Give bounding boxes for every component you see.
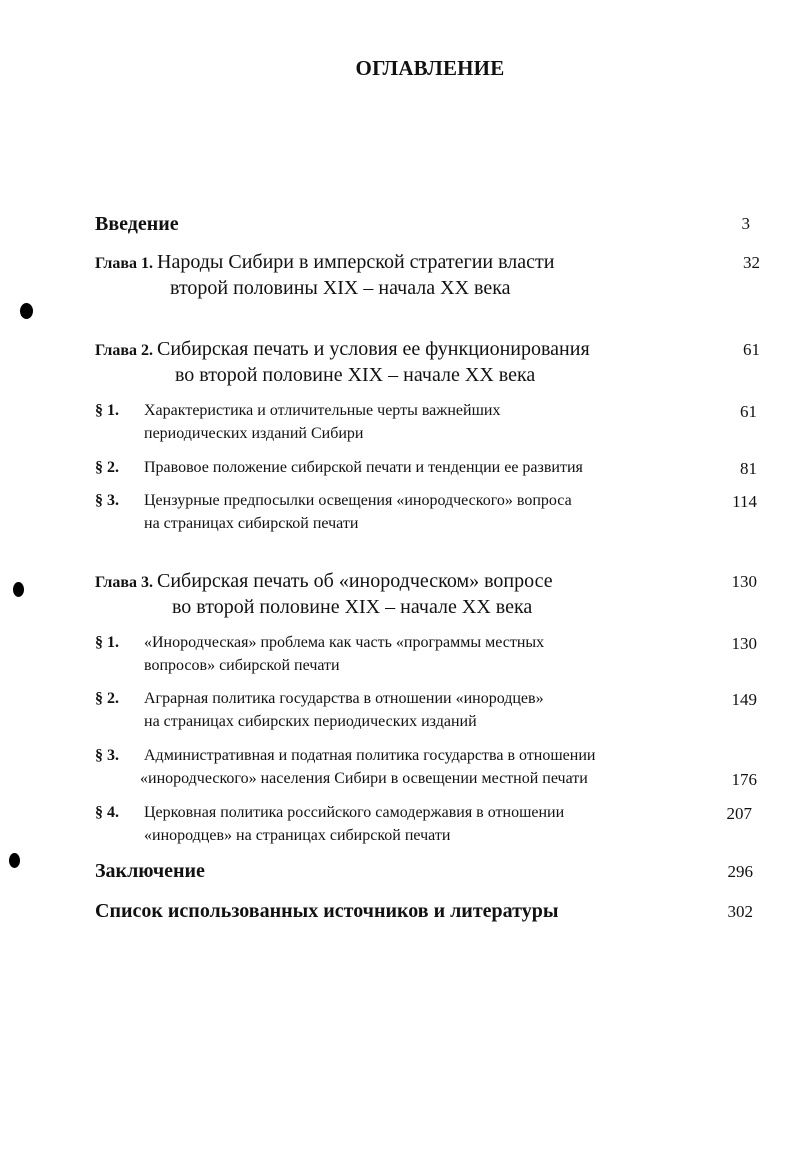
binding-hole	[9, 853, 20, 868]
section-number: § 1.	[95, 634, 119, 651]
section-title-line-2: на страницах сибирской печати	[144, 515, 359, 532]
toc-intro-page: 3	[741, 214, 750, 233]
chapter-title-line-1: Народы Сибири в имперской стратегии власти	[157, 251, 555, 273]
toc-chapter-2-page: 61	[743, 340, 760, 359]
section-title-line-2: периодических изданий Сибири	[144, 425, 364, 442]
chapter-title-line-2: во второй половине XIX – начале XX века	[175, 364, 536, 386]
chapter-label: Глава 2.	[95, 342, 153, 359]
section-title-line-1: Характеристика и отличительные черты важнейших	[144, 402, 501, 419]
chapter-label: Глава 1.	[95, 255, 153, 272]
section-page: 130	[731, 634, 757, 653]
chapter-label: Глава 3.	[95, 574, 153, 591]
toc-conclusion-page: 296	[727, 862, 753, 881]
section-title-line-2: на страницах сибирских периодических изданий	[144, 713, 477, 730]
toc-chapter-1	[95, 251, 554, 274]
toc-chapter-2	[95, 338, 590, 361]
section-number: § 3.	[95, 492, 119, 509]
toc-conclusion-label: Заключение	[95, 860, 205, 882]
section-number: § 1.	[95, 402, 119, 419]
section-page: 61	[740, 402, 757, 421]
page-title: ОГЛАВЛЕНИЕ	[355, 56, 505, 80]
toc-chapter-3	[95, 570, 553, 593]
binding-hole	[20, 303, 33, 319]
section-title-line-1: Правовое положение сибирской печати и тенденции ее развития	[144, 459, 583, 476]
section-title-line-1: «Инородческая» проблема как часть «программы местных	[144, 634, 545, 651]
section-title-line-1: Церковная политика российского самодержавия в отношении	[144, 804, 565, 821]
section-number: § 2.	[95, 690, 119, 707]
section-number: § 4.	[95, 804, 119, 821]
section-page: 114	[732, 492, 757, 511]
section-title-line-1: Цензурные предпосылки освещения «инородческого» вопроса	[144, 492, 572, 509]
section-page: 81	[740, 459, 757, 478]
chapter-title-line-1: Сибирская печать об «инородческом» вопросе	[157, 570, 553, 592]
section-title-line-2: «инородцев» на страницах сибирской печати	[144, 827, 451, 844]
binding-hole	[13, 582, 24, 597]
toc-chapter-3-page: 130	[731, 572, 757, 591]
section-page: 176	[731, 770, 757, 789]
toc-bibliography-page: 302	[727, 902, 753, 921]
chapter-title-line-2: во второй половине XIX – начале XX века	[172, 596, 533, 618]
section-page: 207	[726, 804, 752, 823]
section-number: § 2.	[95, 459, 119, 476]
toc-bibliography-label: Список использованных источников и литературы	[95, 900, 559, 922]
section-title-line-2: «инородческого» населения Сибири в освещении местной печати	[140, 770, 588, 787]
toc-chapter-1-page: 32	[743, 253, 760, 272]
section-page: 149	[731, 690, 757, 709]
section-title-line-2: вопросов» сибирской печати	[144, 657, 340, 674]
section-title-line-1: Административная и податная политика государства в отношении	[144, 747, 596, 764]
chapter-title-line-2: второй половины XIX – начала XX века	[170, 277, 511, 299]
section-title-line-1: Аграрная политика государства в отношении «инородцев»	[144, 690, 544, 707]
chapter-title-line-1: Сибирская печать и условия ее функционирования	[157, 338, 590, 360]
section-number: § 3.	[95, 747, 119, 764]
toc-intro-label: Введение	[95, 213, 179, 235]
